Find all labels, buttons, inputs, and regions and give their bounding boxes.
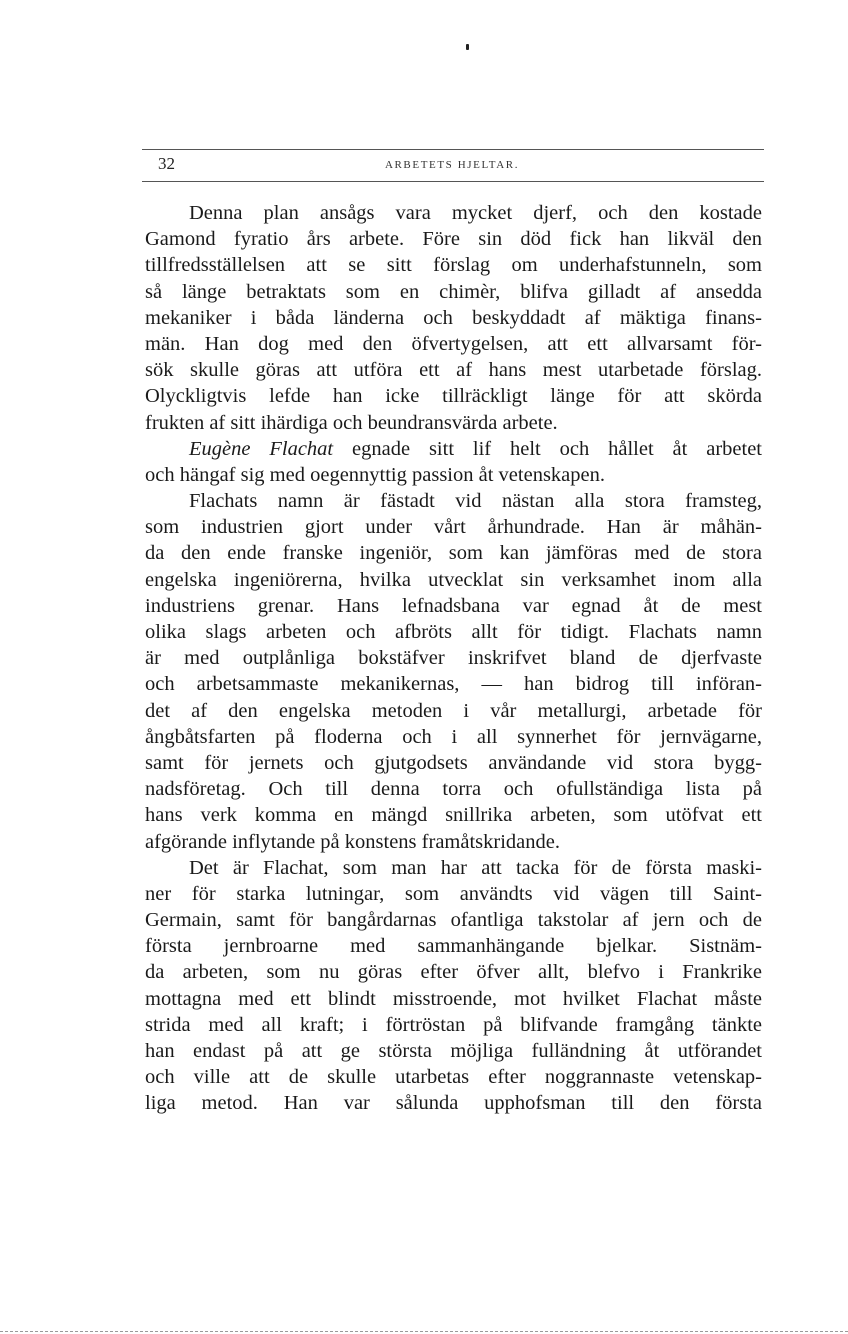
text-line: Germain, samt för bangårdarnas ofantliga takstolar af jern och de [145,909,762,932]
text-line: tillfredsställelsen att se sitt förslag om underhafstunneln, som [145,254,762,277]
paragraph-1 [145,200,762,436]
bottom-edge-rule [0,1331,848,1332]
text-line: mekaniker i båda länderna och beskyddadt af mäktiga finans- [145,306,762,329]
text-line: industriens grenar. Hans lefnadsbana var egnad åt de mest [145,594,762,617]
top-rule [142,149,764,150]
text-line: samt för jernets och gjutgodsets användande vid stora bygg- [145,751,762,774]
text-line: strida med all kraft; i förtröstan på blifvande framgång tänkte [145,1013,762,1036]
text-line: han endast på att ge största möjliga fulländning åt utförandet [145,1040,762,1062]
text-line: afgörande inflytande på konstens framåtskridande. [145,830,560,853]
italic-name: Eugène Flachat [189,437,334,460]
paragraph-4 [145,855,762,1117]
text-line: män. Han dog med den öfvertygelsen, att ett allvarsamt för- [145,332,762,355]
text-line: som industrien gjort under vårt århundrade. Han är måhän- [145,516,762,539]
running-title: ARBETETS HJELTAR. [384,159,520,171]
text-line: Olyckligtvis lefde han icke tillräckligt länge för att skörda [145,385,762,408]
text-line: Det är Flachat, som man har att tacka för de första maski- [189,856,762,879]
text-line: nadsföretag. Och till denna torra och ofullständiga lista på [145,778,762,801]
text-line: Denna plan ansågs vara mycket djerf, och den kostade [189,202,762,224]
text-line: ångbåtsfarten på floderna och i all synnerhet för jernvägarne, [145,725,762,748]
text-fragment: egnade sitt lif helt och hållet åt arbetet [333,437,762,460]
running-head [142,152,762,176]
text-line: och ville att de skulle utarbetas efter noggrannaste vetenskap- [145,1066,762,1089]
text-line: första jernbroarne med sammanhängande bjelkar. Sistnäm- [145,935,762,958]
paragraph-3 [145,488,762,855]
text-line: engelska ingeniörerna, hvilka utvecklat sin verksamhet inom alla [145,568,762,591]
text-line: liga metod. Han var sålunda upphofsman till den första [145,1092,762,1115]
text-line: ner för starka lutningar, som användts vid vägen till Saint- [145,882,762,905]
text-line: så länge betraktats som en chimèr, blifva gilladt af ansedda [145,280,762,303]
paragraph-2 [145,436,762,488]
text-line: Flachats namn är fästadt vid nästan alla stora framsteg, [189,490,762,513]
text-line: är med outplånliga bokstäfver inskrifvet bland de djerfvaste [145,647,762,670]
header-rule [142,181,764,182]
text-line: och hängaf sig med oegennyttig passion åt vetenskapen. [145,463,605,486]
text-line: och arbetsammaste mekanikernas, — han bidrog till införan- [145,673,762,696]
text-line: sök skulle göras att utföra ett af hans mest utarbetade förslag. [145,359,762,382]
text-line: hans verk komma en mängd snillrika arbeten, som utöfvat ett [145,804,762,827]
text-line: Gamond fyratio års arbete. Före sin död fick han likväl den [145,228,762,251]
text-line: mottagna med ett blindt misstroende, mot hvilket Flachat måste [145,987,762,1010]
text-line: det af den engelska metoden i vår metallurgi, arbetade för [145,699,762,722]
text-line [145,436,762,462]
text-line: da den ende franske ingeniör, som kan jämföras med de stora [145,542,762,565]
text-line: da arbeten, som nu göras efter öfver allt, blefvo i Frankrike [145,961,762,984]
body-text [145,200,762,1117]
page-number: 32 [158,154,175,173]
ink-speck [466,44,469,50]
text-line: frukten af sitt ihärdiga och beundransvärda arbete. [145,411,558,434]
text-line: olika slags arbeten och afbröts allt för tidigt. Flachats namn [145,621,762,643]
